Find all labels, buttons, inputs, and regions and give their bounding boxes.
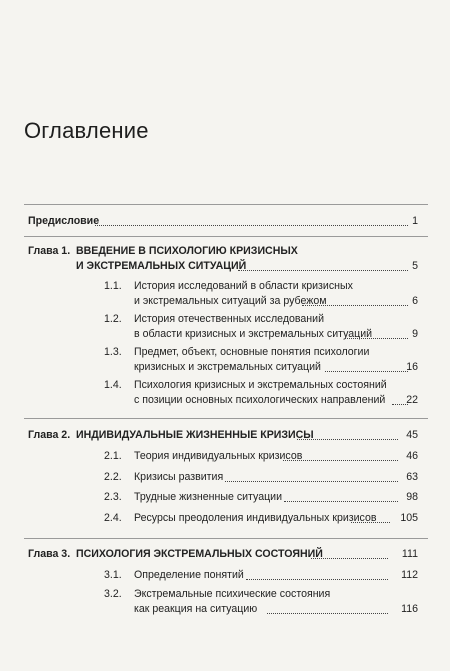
dot-leader	[238, 270, 408, 271]
section-1-3[interactable]	[0, 345, 450, 360]
dot-leader	[302, 305, 408, 306]
section-1-1-cont[interactable]	[0, 294, 450, 309]
chapter-2-title: ИНДИВИДУАЛЬНЫЕ ЖИЗНЕННЫЕ КРИЗИСЫ	[76, 429, 314, 441]
section-3-1-page: 112	[401, 569, 418, 581]
chapter-1-page: 5	[412, 260, 418, 272]
chapter-3-page: 111	[401, 548, 418, 560]
section-1-2-title-line-1: История отечественных исследований	[134, 313, 324, 325]
section-1-4-title-line-2: с позиции основных психологических направлений	[134, 394, 386, 406]
chapter-1-heading[interactable]	[0, 244, 450, 259]
dot-leader	[345, 338, 408, 339]
rule	[24, 538, 428, 539]
dot-leader	[297, 439, 398, 440]
chapter-2-heading[interactable]	[0, 428, 450, 443]
chapter-3-heading[interactable]	[0, 547, 450, 562]
dot-leader	[325, 371, 408, 372]
section-1-4[interactable]	[0, 378, 450, 393]
chapter-1-title-line-2: И ЭКСТРЕМАЛЬНЫХ СИТУАЦИЙ	[76, 260, 247, 272]
section-3-2-number: 3.2.	[104, 588, 122, 600]
chapter-1-heading-cont[interactable]	[0, 259, 450, 274]
page-title: Оглавление	[24, 118, 149, 143]
section-3-1-title: Определение понятий	[134, 569, 244, 581]
section-1-2[interactable]	[0, 312, 450, 327]
section-3-2[interactable]	[0, 587, 450, 602]
section-3-2-title-line-2: как реакция на ситуацию	[134, 603, 258, 615]
section-2-4[interactable]	[0, 511, 450, 526]
dot-leader	[225, 481, 398, 482]
section-1-1-page: 6	[412, 295, 418, 307]
section-2-3-title: Трудные жизненные ситуации	[134, 491, 282, 503]
rule	[24, 236, 428, 237]
section-1-2-cont[interactable]	[0, 327, 450, 342]
section-2-4-title: Ресурсы преодоления индивидуальных кризисов	[134, 512, 377, 524]
section-2-1[interactable]	[0, 449, 450, 464]
section-1-4-cont[interactable]	[0, 393, 450, 408]
section-3-2-title-line-1: Экстремальные психические состояния	[134, 588, 331, 600]
section-1-4-page: 22	[406, 394, 418, 406]
section-1-2-page: 9	[412, 328, 418, 340]
section-2-3-number: 2.3.	[104, 491, 122, 503]
dot-leader	[246, 579, 388, 580]
section-1-4-title-line-1: Психология кризисных и экстремальных состояний	[134, 379, 387, 391]
section-1-3-number: 1.3.	[104, 346, 122, 358]
section-2-3[interactable]	[0, 490, 450, 505]
section-1-2-number: 1.2.	[104, 313, 122, 325]
dot-leader	[351, 522, 390, 523]
chapter-1-label: Глава 1.	[28, 245, 71, 257]
section-2-1-number: 2.1.	[104, 450, 122, 462]
section-3-1[interactable]	[0, 568, 450, 583]
chapter-3-label: Глава 3.	[28, 548, 71, 560]
section-1-1[interactable]	[0, 279, 450, 294]
dot-leader	[283, 460, 398, 461]
toc-entry-preface[interactable]	[0, 214, 450, 229]
dot-leader	[95, 225, 408, 226]
chapter-3-title: ПСИХОЛОГИЯ ЭКСТРЕМАЛЬНЫХ СОСТОЯНИЙ	[76, 548, 323, 560]
section-1-4-number: 1.4.	[104, 379, 122, 391]
rule-top	[24, 204, 428, 205]
section-2-2[interactable]	[0, 470, 450, 485]
section-2-2-number: 2.2.	[104, 471, 122, 483]
dot-leader	[284, 501, 398, 502]
chapter-1-title-line-1: ВВЕДЕНИЕ В ПСИХОЛОГИЮ КРИЗИСНЫХ	[76, 245, 298, 257]
section-1-1-number: 1.1.	[104, 280, 122, 292]
section-1-3-title-line-1: Предмет, объект, основные понятия психологии	[134, 346, 370, 358]
dot-leader	[311, 558, 388, 559]
section-2-2-page: 63	[406, 471, 418, 483]
chapter-2-label: Глава 2.	[28, 429, 71, 441]
section-1-1-title-line-2: и экстремальных ситуаций за рубежом	[134, 295, 327, 307]
section-2-4-number: 2.4.	[104, 512, 122, 524]
section-3-2-page: 116	[401, 603, 418, 615]
preface-page: 1	[412, 215, 418, 227]
rule	[24, 418, 428, 419]
section-1-3-page: 16	[406, 361, 418, 373]
section-2-1-title: Теория индивидуальных кризисов	[134, 450, 303, 462]
section-1-1-title-line-1: История исследований в области кризисных	[134, 280, 353, 292]
chapter-2-page: 45	[406, 429, 418, 441]
section-1-2-title-line-2: в области кризисных и экстремальных ситуаций	[134, 328, 373, 340]
section-2-2-title: Кризисы развития	[134, 471, 224, 483]
section-3-2-cont[interactable]	[0, 602, 450, 617]
section-2-3-page: 98	[406, 491, 418, 503]
preface-label: Предисловие	[28, 215, 100, 227]
section-3-1-number: 3.1.	[104, 569, 122, 581]
section-1-3-title-line-2: кризисных и экстремальных ситуаций	[134, 361, 321, 373]
section-1-3-cont[interactable]	[0, 360, 450, 375]
dot-leader	[267, 613, 388, 614]
section-2-4-page: 105	[400, 512, 418, 524]
section-2-1-page: 46	[406, 450, 418, 462]
